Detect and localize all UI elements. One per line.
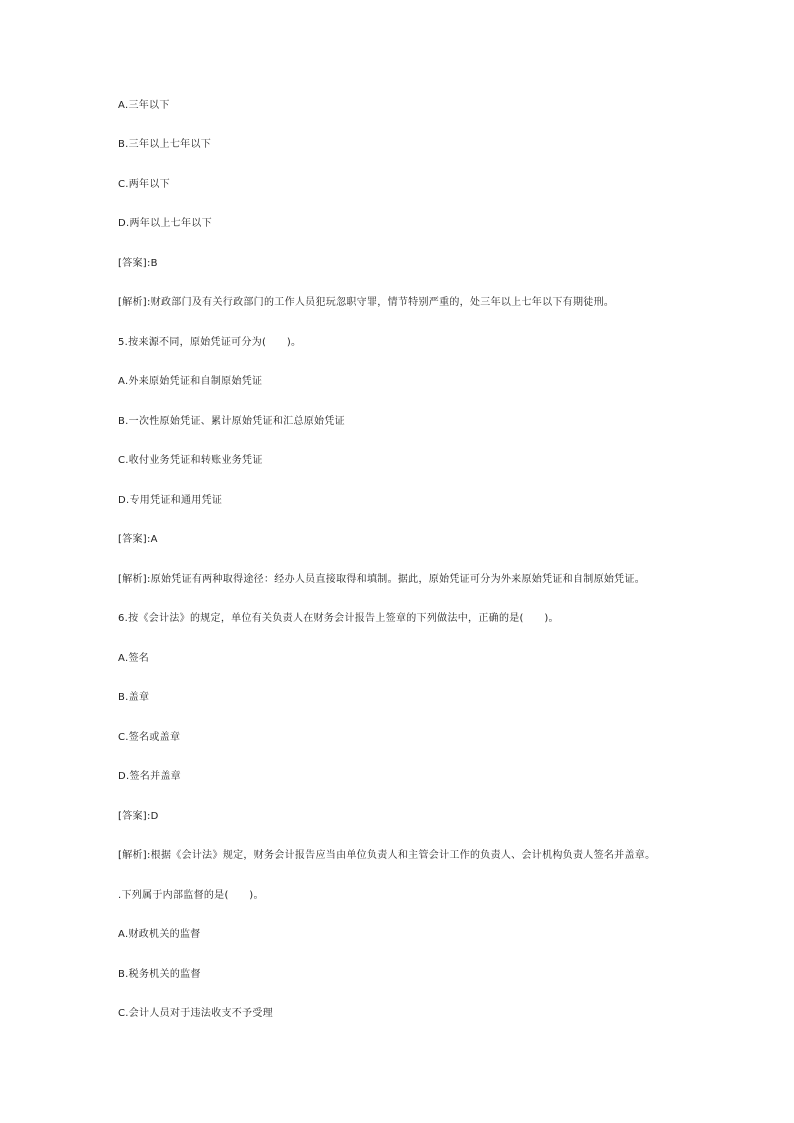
answer: [答案]:A <box>118 534 158 545</box>
explanation: [解析]:原始凭证有两种取得途径：经办人员直接取得和填制。据此，原始凭证可分为外来原始凭证和自制原始凭证。 <box>118 574 646 585</box>
option-c: C.会计人员对于违法收支不予受理 <box>118 1008 273 1019</box>
answer: [答案]:D <box>118 811 159 822</box>
option-b: B.一次性原始凭证、累计原始凭证和汇总原始凭证 <box>118 416 345 427</box>
option-d: D.专用凭证和通用凭证 <box>118 495 223 506</box>
option-d: D.签名并盖章 <box>118 771 181 782</box>
option-c: C.签名或盖章 <box>118 732 181 743</box>
option-d: D.两年以上七年以下 <box>118 218 212 229</box>
question-5: 5.按来源不同，原始凭证可分为( )。 <box>118 337 302 348</box>
option-a: A.财政机关的监督 <box>118 929 201 940</box>
option-a: A.三年以下 <box>118 100 170 111</box>
question-7: .下列属于内部监督的是( )。 <box>118 890 264 901</box>
explanation: [解析]:根据《会计法》规定，财务会计报告应当由单位负责人和主管会计工作的负责人、会计机构负责人签名并盖章。 <box>118 850 656 861</box>
option-c: C.两年以下 <box>118 179 170 190</box>
option-b: B.盖章 <box>118 692 150 703</box>
answer: [答案]:B <box>118 258 158 269</box>
explanation: [解析]:财政部门及有关行政部门的工作人员犯玩忽职守罪，情节特别严重的，处三年以上七年以下有期徒刑。 <box>118 297 615 308</box>
option-b: B.税务机关的监督 <box>118 969 201 980</box>
question-6: 6.按《会计法》的规定，单位有关负责人在财务会计报告上签章的下列做法中，正确的是( )。 <box>118 613 559 624</box>
option-a: A.签名 <box>118 653 150 664</box>
option-b: B.三年以上七年以下 <box>118 139 212 150</box>
option-a: A.外来原始凭证和自制原始凭证 <box>118 376 263 387</box>
option-c: C.收付业务凭证和转账业务凭证 <box>118 455 263 466</box>
